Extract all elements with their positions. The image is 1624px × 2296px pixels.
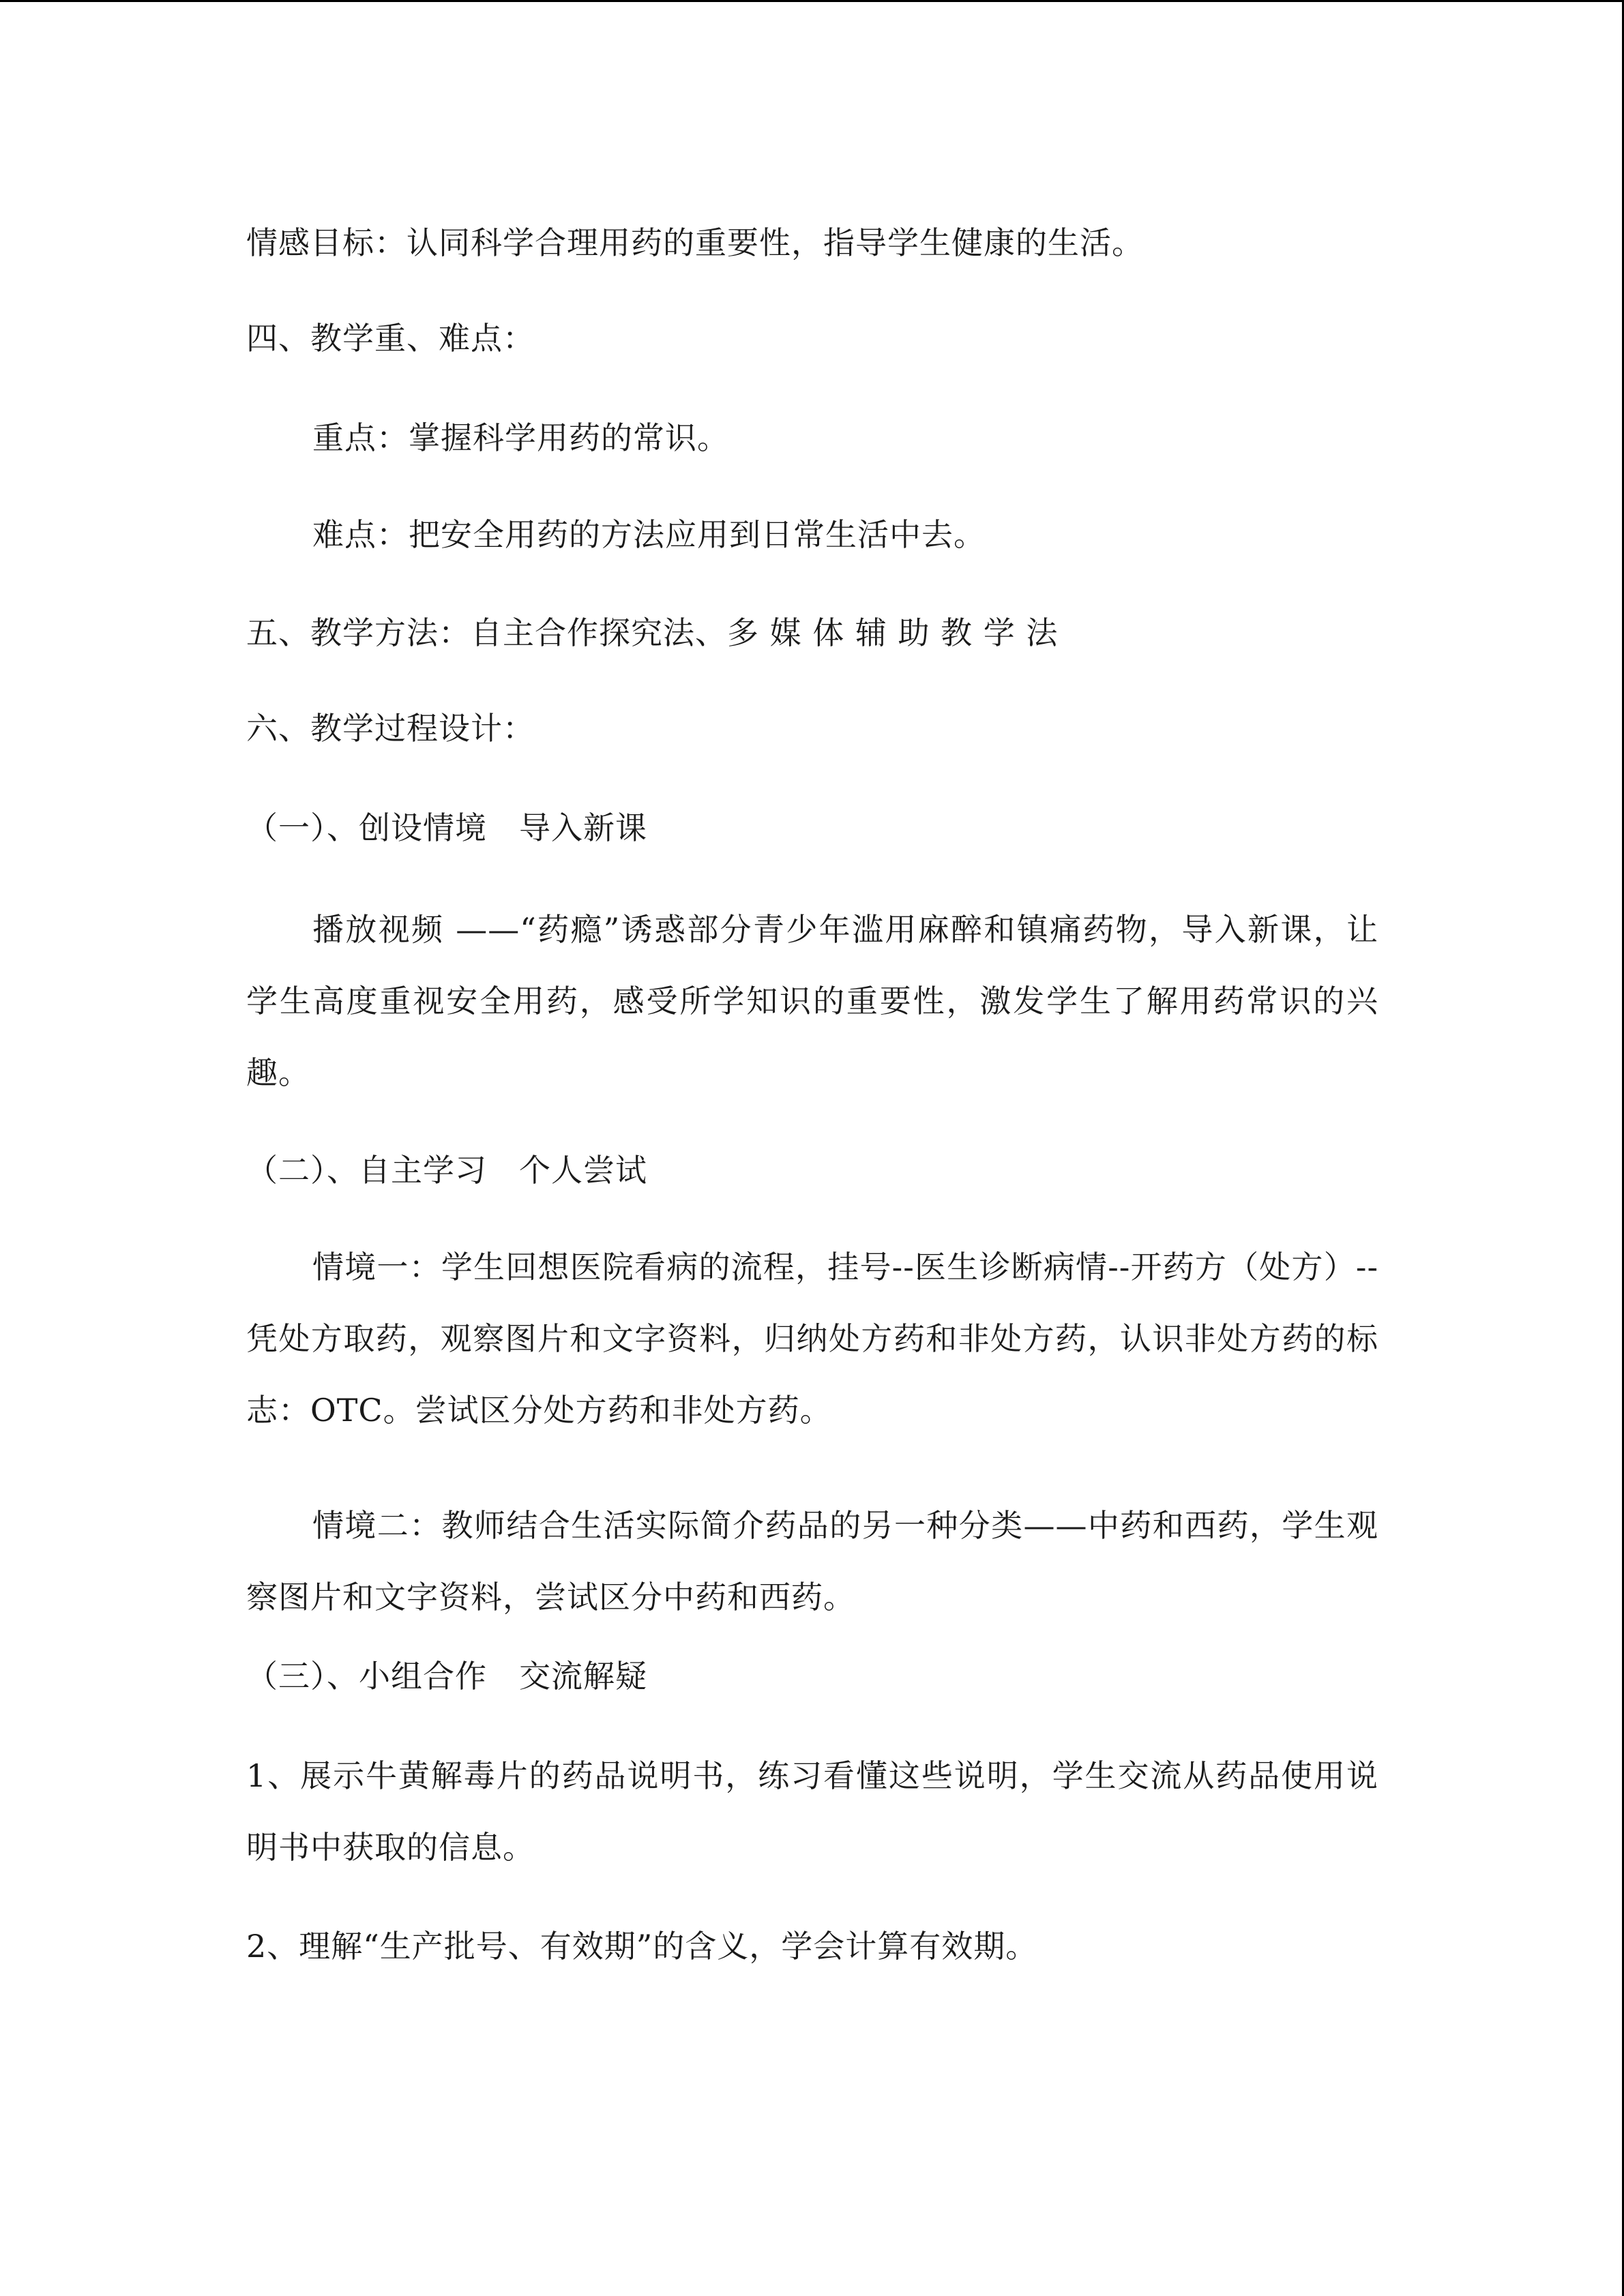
paragraph-key-point: 重点：掌握科学用药的常识。 bbox=[312, 419, 729, 456]
heading-key-points: 四、教学重、难点： bbox=[246, 320, 535, 357]
section-heading-1: （一）、创设情境 导入新课 bbox=[246, 809, 647, 846]
paragraph-scenario-1: 情境一：学生回想医院看病的流程，挂号--医生诊断病情--开药方（处方）--凭处方取药，观察图片和文字资料，归纳处方药和非处方药，认识非处方药的标志：OTC。尝试区分处方药和非处方药。 bbox=[246, 1249, 1378, 1429]
section-heading-2: （二）、自主学习 个人尝试 bbox=[246, 1152, 647, 1189]
paragraph-item-1: 1、展示牛黄解毒片的药品说明书，练习看懂这些说明，学生交流从药品使用说明书中获取的信息。 bbox=[246, 1757, 1378, 1866]
paragraph-video-intro: 播放视频 ——“药瘾”诱惑部分青少年滥用麻醉和镇痛药物，导入新课，让学生高度重视安全用药，感受所学知识的重要性，激发学生了解用药常识的兴趣。 bbox=[246, 911, 1378, 1091]
heading-teaching-method: 五、教学方法：自主合作探究法、多 媒 体 辅 助 教 学 法 bbox=[246, 614, 1059, 651]
paragraph-item-2: 2、理解“生产批号、有效期”的含义，学会计算有效期。 bbox=[246, 1928, 1038, 1965]
paragraph-emotional-goal: 情感目标：认同科学合理用药的重要性，指导学生健康的生活。 bbox=[246, 224, 1144, 261]
section-heading-3: （三）、小组合作 交流解疑 bbox=[246, 1658, 647, 1695]
heading-teaching-process: 六、教学过程设计： bbox=[246, 710, 535, 747]
paragraph-difficult-point: 难点：把安全用药的方法应用到日常生活中去。 bbox=[312, 516, 986, 553]
top-border bbox=[0, 0, 1624, 2]
paragraph-scenario-2: 情境二：教师结合生活实际简介药品的另一种分类——中药和西药，学生观察图片和文字资料，尝试区分中药和西药。 bbox=[246, 1507, 1378, 1615]
